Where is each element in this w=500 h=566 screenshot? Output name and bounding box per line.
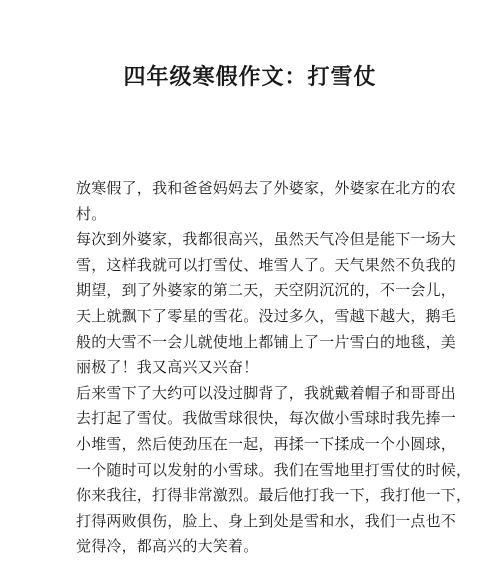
- document-body: [76, 176, 472, 560]
- body-line: 村。: [76, 204, 107, 223]
- body-line: 雪，这样我就可以打雪仗、堆雪人了。天气果然不负我的: [76, 255, 457, 274]
- body-line: 放寒假了，我和爸爸妈妈去了外婆家，外婆家在北方的农: [76, 179, 457, 197]
- body-line: 小堆雪，然后使劲压在一起，再揉一下揉成一个小圆球，: [76, 434, 457, 453]
- body-line: 丽极了！我又高兴又兴奋！: [76, 358, 259, 377]
- body-line: 觉得冷，都高兴的大笑着。: [76, 537, 259, 556]
- body-line: 天上就飘下了零星的雪花。没过多久，雪越下越大，鹅毛: [76, 306, 457, 325]
- body-line: 期望，到了外婆家的第二天，天空阴沉沉的，不一会儿，: [76, 281, 457, 300]
- body-line: 一个随时可以发射的小雪球。我们在雪地里打雪仗的时候，: [76, 460, 472, 479]
- body-line: 后来雪下了大约可以没过脚背了，我就戴着帽子和哥哥出: [76, 383, 457, 402]
- document-title: 四年级寒假作文：打雪仗: [123, 64, 377, 90]
- body-line: 般的大雪不一会儿就使地上都铺上了一片雪白的地毯，美: [76, 332, 457, 351]
- body-line: 你来我往，打得非常激烈。最后他打我一下，我打他一下，: [76, 486, 472, 505]
- body-line: 去打起了雪仗。我做雪球很快，每次做小雪球时我先捧一: [76, 409, 457, 428]
- body-line: 每次到外婆家，我都很高兴，虽然天气冷但是能下一场大: [76, 230, 457, 249]
- body-line: 打得两败俱伤，脸上、身上到处是雪和水，我们一点也不: [76, 511, 457, 530]
